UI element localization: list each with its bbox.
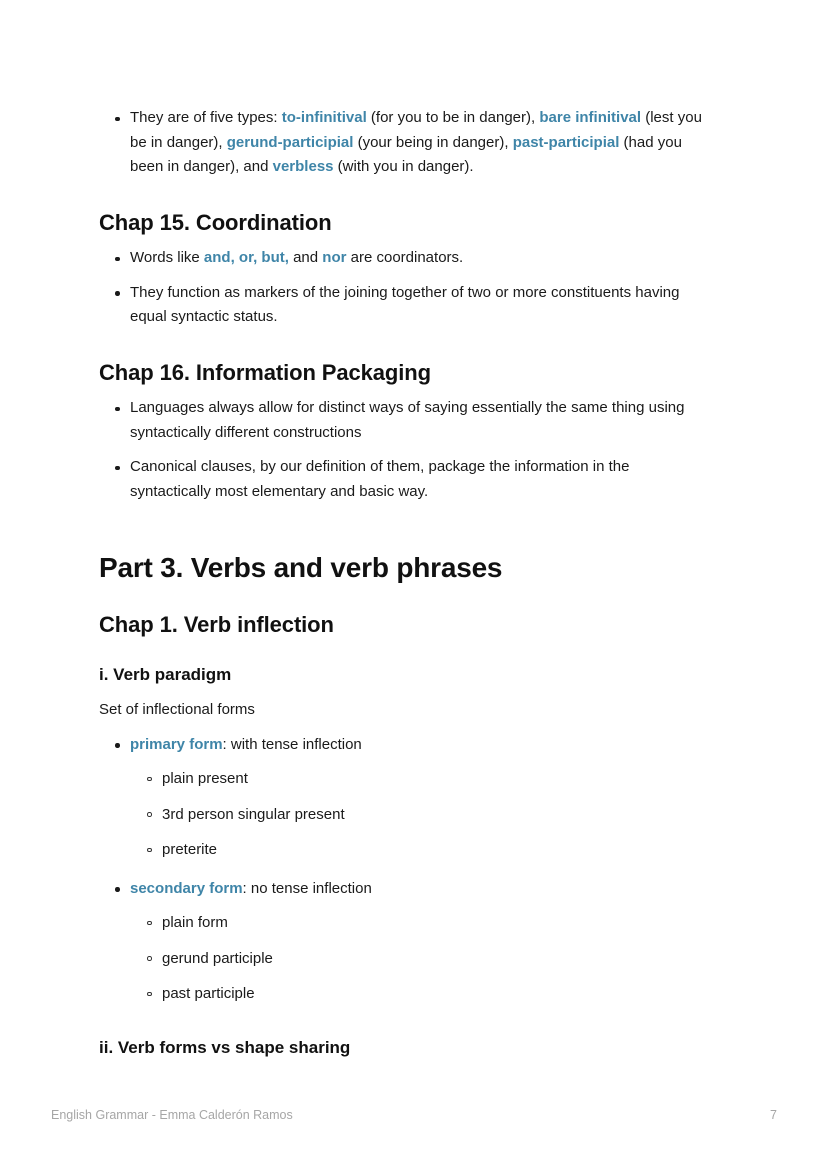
text-segment: They are of five types:	[130, 109, 282, 126]
heading-chap-1: Chap 1. Verb inflection	[99, 611, 334, 637]
list-item: preterite	[130, 838, 711, 863]
text-segment: and	[288, 249, 323, 266]
list-item	[99, 246, 711, 271]
chap-15-list	[99, 246, 711, 330]
term-gerund-participial: gerund-participial	[226, 133, 354, 151]
text-segment: Words like	[130, 249, 204, 266]
list-item: Languages always allow for distinct ways of saying essentially the same thing using syntactically different constructions	[99, 396, 711, 445]
term-primary-form: primary form	[130, 735, 223, 753]
verb-paradigm-list	[99, 733, 711, 1007]
text-segment: : no tense inflection	[242, 879, 372, 897]
text-segment: (had you been in danger), and	[130, 133, 682, 175]
secondary-form-sublist	[130, 911, 711, 1007]
list-item: They function as markers of the joining together of two or more constituents having equal syntactic status.	[99, 281, 711, 330]
five-types-list	[99, 106, 711, 180]
heading-chap-16: Chap 16. Information Packaging	[99, 359, 431, 385]
page-footer	[51, 1108, 777, 1122]
primary-form-sublist	[130, 767, 711, 863]
list-item: plain present	[130, 767, 711, 792]
heading-chap-15: Chap 15. Coordination	[99, 209, 332, 235]
text-segment: (your being in danger),	[353, 133, 513, 151]
term-verbless: verbless	[272, 158, 334, 175]
term-coordinators: and, or, but,	[203, 249, 289, 266]
list-item: plain form	[130, 911, 711, 936]
term-past-participial: past-participial	[512, 133, 620, 151]
footer-title: English Grammar - Emma Calderón Ramos	[51, 1108, 293, 1122]
list-item	[99, 106, 711, 180]
text-segment: : with tense inflection	[222, 735, 362, 753]
list-item-secondary-form	[99, 877, 711, 1007]
text-segment: are coordinators.	[346, 249, 464, 266]
chap-16-list	[99, 396, 711, 504]
page-content	[99, 96, 711, 1059]
term-to-infinitival: to-infinitival	[281, 109, 367, 126]
term-secondary-form: secondary form	[130, 879, 243, 897]
heading-section-i: i. Verb paradigm	[99, 665, 232, 685]
text-segment: (lest you be in danger),	[130, 109, 702, 151]
text-segment: (for you to be in danger),	[366, 109, 540, 126]
list-item: past participle	[130, 982, 711, 1007]
list-item-primary-form	[99, 733, 711, 863]
term-nor: nor	[322, 249, 347, 266]
text-segment: (with you in danger).	[333, 158, 474, 175]
section-i-intro: Set of inflectional forms	[99, 701, 255, 719]
list-item: 3rd person singular present	[130, 803, 711, 828]
list-item: Canonical clauses, by our definition of them, package the information in the syntactically most elementary and basic way.	[99, 455, 711, 504]
heading-part-3: Part 3. Verbs and verb phrases	[99, 552, 503, 583]
list-item: gerund participle	[130, 947, 711, 972]
page-number: 7	[770, 1108, 777, 1122]
term-bare-infinitival: bare infinitival	[539, 109, 642, 126]
heading-section-ii: ii. Verb forms vs shape sharing	[99, 1037, 351, 1057]
